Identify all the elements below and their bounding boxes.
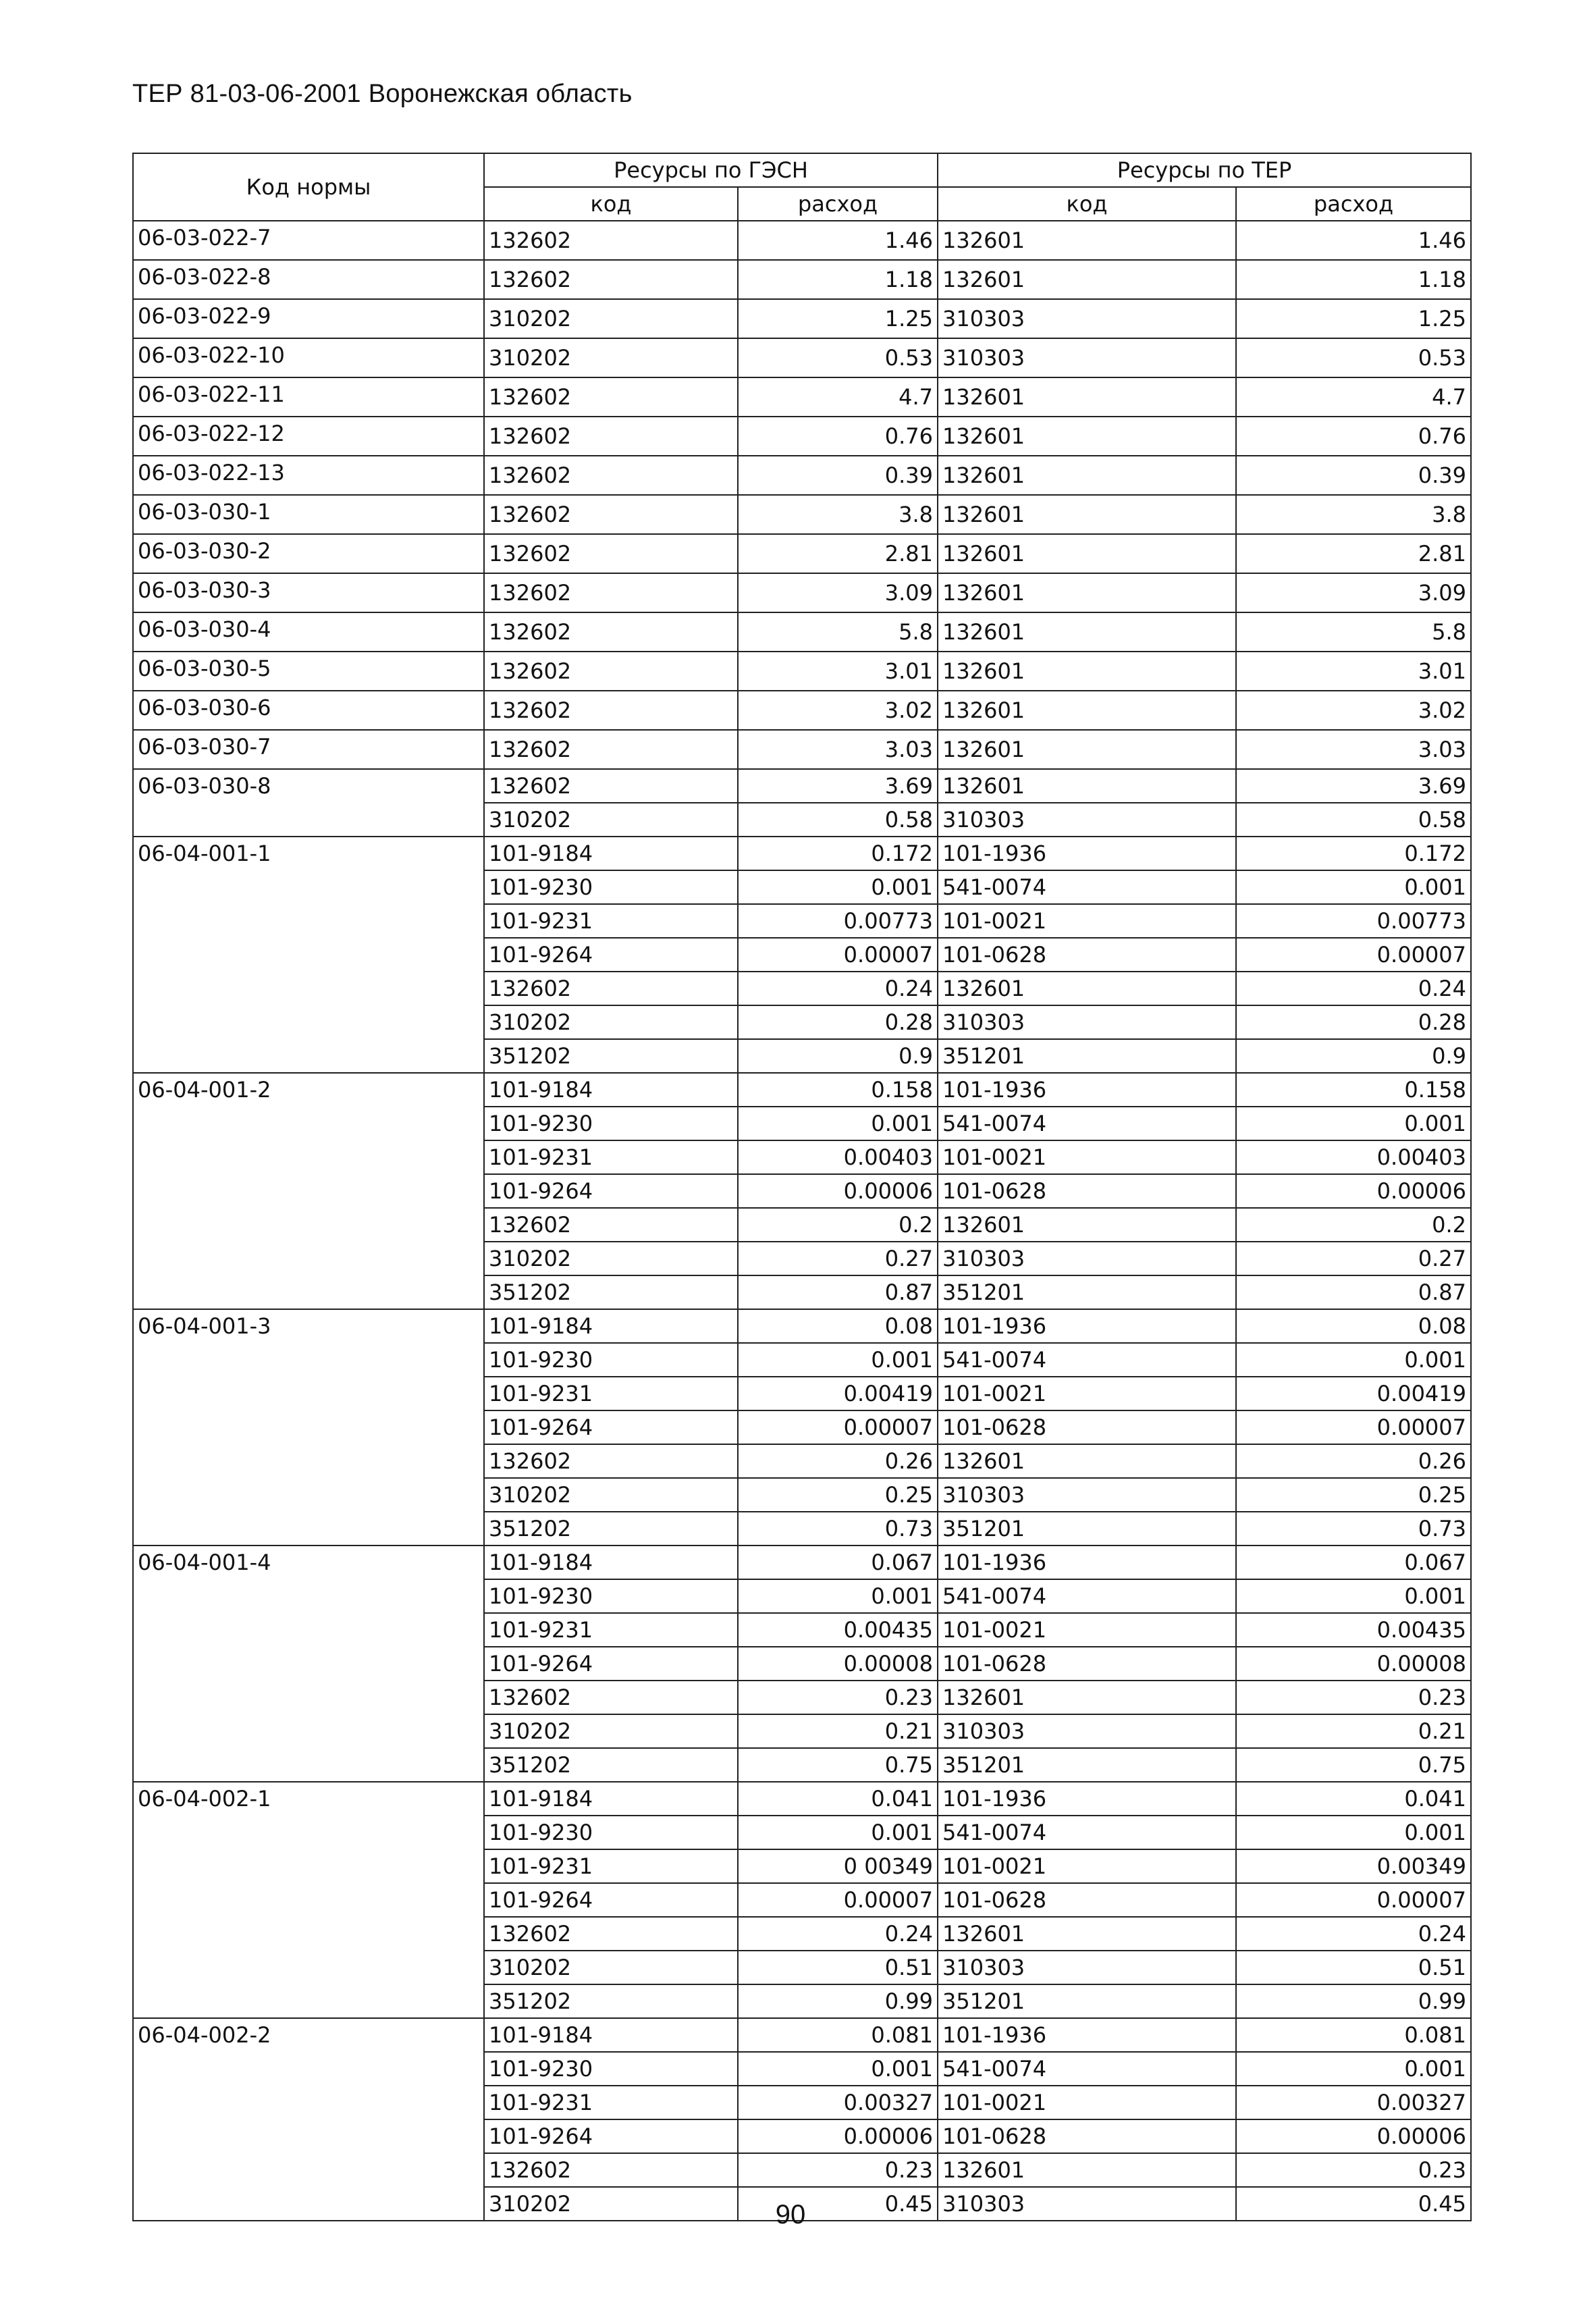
table-row bbox=[133, 769, 1471, 803]
ter-code-cell: 101-0628 bbox=[938, 1174, 1236, 1208]
norm-code-cell: 06-03-022-12 bbox=[133, 417, 484, 456]
gesn-consumption-cell: 3.02 bbox=[738, 691, 938, 730]
gesn-consumption-cell: 4.7 bbox=[738, 377, 938, 417]
gesn-code-cell: 101-9184 bbox=[484, 2018, 738, 2052]
table-row bbox=[133, 691, 1471, 730]
table-row bbox=[133, 534, 1471, 573]
gesn-code-cell: 310202 bbox=[484, 2187, 738, 2221]
ter-code-cell: 132601 bbox=[938, 972, 1236, 1005]
gesn-code-cell: 101-9231 bbox=[484, 2086, 738, 2119]
gesn-code-cell: 101-9264 bbox=[484, 1883, 738, 1917]
ter-consumption-cell: 0.76 bbox=[1236, 417, 1471, 456]
ter-consumption-cell: 1.18 bbox=[1236, 260, 1471, 299]
ter-consumption-cell: 0.45 bbox=[1236, 2187, 1471, 2221]
ter-code-cell: 132601 bbox=[938, 730, 1236, 769]
ter-consumption-cell: 0.2 bbox=[1236, 1208, 1471, 1242]
ter-code-cell: 132601 bbox=[938, 691, 1236, 730]
gesn-consumption-cell: 1.25 bbox=[738, 299, 938, 338]
ter-consumption-cell: 0.27 bbox=[1236, 1242, 1471, 1275]
ter-consumption-cell: 0.00007 bbox=[1236, 1410, 1471, 1444]
ter-code-cell: 132601 bbox=[938, 1681, 1236, 1714]
gesn-code-cell: 132602 bbox=[484, 612, 738, 652]
gesn-consumption-cell: 3.69 bbox=[738, 769, 938, 803]
gesn-consumption-cell: 0.58 bbox=[738, 803, 938, 837]
ter-code-cell: 541-0074 bbox=[938, 1107, 1236, 1140]
norm-code-cell: 06-03-030-4 bbox=[133, 612, 484, 652]
gesn-code-cell: 310202 bbox=[484, 1951, 738, 1984]
ter-code-cell: 132601 bbox=[938, 534, 1236, 573]
norm-code-cell: 06-03-030-1 bbox=[133, 495, 484, 534]
ter-consumption-cell: 0.25 bbox=[1236, 1478, 1471, 1512]
ter-code-cell: 132601 bbox=[938, 221, 1236, 260]
ter-code-cell: 310303 bbox=[938, 2187, 1236, 2221]
ter-consumption-cell: 0.041 bbox=[1236, 1782, 1471, 1816]
ter-code-cell: 132601 bbox=[938, 260, 1236, 299]
gesn-consumption-cell: 0.00006 bbox=[738, 1174, 938, 1208]
gesn-consumption-cell: 0.39 bbox=[738, 456, 938, 495]
gesn-consumption-cell: 0.00007 bbox=[738, 1410, 938, 1444]
gesn-code-cell: 132602 bbox=[484, 1917, 738, 1951]
ter-consumption-cell: 0.00349 bbox=[1236, 1849, 1471, 1883]
gesn-consumption-cell: 2.81 bbox=[738, 534, 938, 573]
gesn-consumption-cell: 0.9 bbox=[738, 1039, 938, 1073]
ter-code-cell: 351201 bbox=[938, 1748, 1236, 1782]
ter-code-cell: 101-1936 bbox=[938, 1546, 1236, 1579]
gesn-code-cell: 132602 bbox=[484, 260, 738, 299]
gesn-consumption-cell: 0.081 bbox=[738, 2018, 938, 2052]
ter-consumption-cell: 1.46 bbox=[1236, 221, 1471, 260]
gesn-code-cell: 132602 bbox=[484, 417, 738, 456]
ter-code-cell: 541-0074 bbox=[938, 870, 1236, 904]
table-row bbox=[133, 2018, 1471, 2052]
ter-consumption-cell: 0.28 bbox=[1236, 1005, 1471, 1039]
ter-consumption-cell: 0.51 bbox=[1236, 1951, 1471, 1984]
ter-code-cell: 132601 bbox=[938, 769, 1236, 803]
ter-consumption-cell: 0.08 bbox=[1236, 1309, 1471, 1343]
gesn-consumption-cell: 0.24 bbox=[738, 972, 938, 1005]
ter-consumption-cell: 3.09 bbox=[1236, 573, 1471, 612]
gesn-consumption-cell: 0.23 bbox=[738, 2153, 938, 2187]
gesn-code-cell: 310202 bbox=[484, 1478, 738, 1512]
gesn-code-cell: 101-9231 bbox=[484, 904, 738, 938]
gesn-code-cell: 351202 bbox=[484, 1512, 738, 1546]
ter-code-cell: 132601 bbox=[938, 1208, 1236, 1242]
norm-code-cell: 06-03-030-7 bbox=[133, 730, 484, 769]
gesn-code-cell: 310202 bbox=[484, 1005, 738, 1039]
ter-code-cell: 310303 bbox=[938, 299, 1236, 338]
ter-code-cell: 101-0021 bbox=[938, 904, 1236, 938]
gesn-consumption-cell: 0.067 bbox=[738, 1546, 938, 1579]
gesn-consumption-cell: 0.001 bbox=[738, 1343, 938, 1377]
gesn-consumption-cell: 0.001 bbox=[738, 1816, 938, 1849]
gesn-consumption-cell: 0.27 bbox=[738, 1242, 938, 1275]
header-ter-consumption: расход bbox=[1236, 187, 1471, 221]
gesn-code-cell: 310202 bbox=[484, 803, 738, 837]
ter-consumption-cell: 0.00006 bbox=[1236, 2119, 1471, 2153]
gesn-code-cell: 132602 bbox=[484, 221, 738, 260]
norm-code-cell: 06-03-030-3 bbox=[133, 573, 484, 612]
norm-code-cell: 06-03-022-9 bbox=[133, 299, 484, 338]
ter-code-cell: 101-0021 bbox=[938, 1377, 1236, 1410]
gesn-code-cell: 351202 bbox=[484, 1984, 738, 2018]
gesn-consumption-cell: 0.00403 bbox=[738, 1140, 938, 1174]
ter-code-cell: 101-1936 bbox=[938, 1782, 1236, 1816]
gesn-consumption-cell: 0.00008 bbox=[738, 1647, 938, 1681]
ter-consumption-cell: 0.001 bbox=[1236, 1579, 1471, 1613]
ter-consumption-cell: 0.158 bbox=[1236, 1073, 1471, 1107]
ter-code-cell: 132601 bbox=[938, 573, 1236, 612]
table-row bbox=[133, 299, 1471, 338]
ter-consumption-cell: 0.00008 bbox=[1236, 1647, 1471, 1681]
gesn-code-cell: 101-9184 bbox=[484, 1782, 738, 1816]
table-row bbox=[133, 495, 1471, 534]
gesn-code-cell: 132602 bbox=[484, 691, 738, 730]
ter-consumption-cell: 3.01 bbox=[1236, 652, 1471, 691]
gesn-code-cell: 101-9230 bbox=[484, 2052, 738, 2086]
ter-code-cell: 310303 bbox=[938, 1714, 1236, 1748]
gesn-code-cell: 101-9264 bbox=[484, 938, 738, 972]
ter-consumption-cell: 0.067 bbox=[1236, 1546, 1471, 1579]
ter-code-cell: 101-0628 bbox=[938, 2119, 1236, 2153]
gesn-code-cell: 101-9230 bbox=[484, 1579, 738, 1613]
ter-code-cell: 132601 bbox=[938, 612, 1236, 652]
gesn-code-cell: 101-9231 bbox=[484, 1849, 738, 1883]
ter-consumption-cell: 0.00007 bbox=[1236, 1883, 1471, 1917]
gesn-code-cell: 101-9230 bbox=[484, 1107, 738, 1140]
ter-code-cell: 351201 bbox=[938, 1275, 1236, 1309]
gesn-code-cell: 101-9184 bbox=[484, 837, 738, 870]
ter-consumption-cell: 0.081 bbox=[1236, 2018, 1471, 2052]
ter-code-cell: 310303 bbox=[938, 1242, 1236, 1275]
ter-code-cell: 101-0628 bbox=[938, 1883, 1236, 1917]
norm-code-cell: 06-03-022-11 bbox=[133, 377, 484, 417]
header-gesn-code: код bbox=[484, 187, 738, 221]
ter-consumption-cell: 0.73 bbox=[1236, 1512, 1471, 1546]
gesn-consumption-cell: 3.03 bbox=[738, 730, 938, 769]
gesn-code-cell: 132602 bbox=[484, 769, 738, 803]
gesn-code-cell: 310202 bbox=[484, 1242, 738, 1275]
gesn-code-cell: 101-9184 bbox=[484, 1073, 738, 1107]
gesn-consumption-cell: 0.08 bbox=[738, 1309, 938, 1343]
table-row bbox=[133, 730, 1471, 769]
gesn-consumption-cell: 0.00773 bbox=[738, 904, 938, 938]
ter-code-cell: 310303 bbox=[938, 338, 1236, 377]
ter-code-cell: 101-0628 bbox=[938, 1410, 1236, 1444]
gesn-consumption-cell: 0.87 bbox=[738, 1275, 938, 1309]
header-ter-code: код bbox=[938, 187, 1236, 221]
gesn-consumption-cell: 3.09 bbox=[738, 573, 938, 612]
gesn-consumption-cell: 0.26 bbox=[738, 1444, 938, 1478]
ter-code-cell: 310303 bbox=[938, 1478, 1236, 1512]
header-gesn-consumption: расход bbox=[738, 187, 938, 221]
document-header: ТЕР 81-03-06-2001 Воронежская область bbox=[132, 80, 633, 108]
norm-code-cell: 06-04-001-3 bbox=[133, 1309, 484, 1546]
gesn-consumption-cell: 0.75 bbox=[738, 1748, 938, 1782]
gesn-consumption-cell: 0.21 bbox=[738, 1714, 938, 1748]
gesn-code-cell: 132602 bbox=[484, 573, 738, 612]
norm-code-cell: 06-03-030-5 bbox=[133, 652, 484, 691]
gesn-code-cell: 101-9231 bbox=[484, 1613, 738, 1647]
gesn-consumption-cell: 0.041 bbox=[738, 1782, 938, 1816]
gesn-consumption-cell: 0.23 bbox=[738, 1681, 938, 1714]
ter-code-cell: 101-0021 bbox=[938, 1140, 1236, 1174]
gesn-code-cell: 101-9231 bbox=[484, 1140, 738, 1174]
gesn-consumption-cell: 0.51 bbox=[738, 1951, 938, 1984]
ter-code-cell: 101-1936 bbox=[938, 1309, 1236, 1343]
header-gesn-resources: Ресурсы по ГЭСН bbox=[484, 153, 938, 187]
gesn-code-cell: 351202 bbox=[484, 1275, 738, 1309]
ter-consumption-cell: 0.58 bbox=[1236, 803, 1471, 837]
ter-code-cell: 101-0628 bbox=[938, 1647, 1236, 1681]
gesn-code-cell: 351202 bbox=[484, 1039, 738, 1073]
gesn-code-cell: 310202 bbox=[484, 299, 738, 338]
table-row bbox=[133, 573, 1471, 612]
ter-consumption-cell: 0.00006 bbox=[1236, 1174, 1471, 1208]
gesn-consumption-cell: 1.46 bbox=[738, 221, 938, 260]
ter-consumption-cell: 0.001 bbox=[1236, 870, 1471, 904]
gesn-code-cell: 101-9230 bbox=[484, 1343, 738, 1377]
ter-code-cell: 132601 bbox=[938, 417, 1236, 456]
ter-consumption-cell: 5.8 bbox=[1236, 612, 1471, 652]
gesn-consumption-cell: 0.172 bbox=[738, 837, 938, 870]
gesn-consumption-cell: 0.28 bbox=[738, 1005, 938, 1039]
gesn-code-cell: 132602 bbox=[484, 495, 738, 534]
ter-code-cell: 351201 bbox=[938, 1984, 1236, 2018]
gesn-consumption-cell: 0.2 bbox=[738, 1208, 938, 1242]
gesn-consumption-cell: 0.45 bbox=[738, 2187, 938, 2221]
ter-code-cell: 541-0074 bbox=[938, 1579, 1236, 1613]
ter-code-cell: 101-1936 bbox=[938, 837, 1236, 870]
gesn-consumption-cell: 0.00006 bbox=[738, 2119, 938, 2153]
ter-code-cell: 101-1936 bbox=[938, 1073, 1236, 1107]
gesn-consumption-cell: 1.18 bbox=[738, 260, 938, 299]
ter-consumption-cell: 0.39 bbox=[1236, 456, 1471, 495]
gesn-code-cell: 101-9184 bbox=[484, 1546, 738, 1579]
norm-code-cell: 06-03-022-8 bbox=[133, 260, 484, 299]
table-row bbox=[133, 1073, 1471, 1107]
table-row bbox=[133, 612, 1471, 652]
gesn-code-cell: 101-9231 bbox=[484, 1377, 738, 1410]
norm-code-cell: 06-03-030-8 bbox=[133, 769, 484, 837]
ter-consumption-cell: 0.23 bbox=[1236, 2153, 1471, 2187]
table-row bbox=[133, 221, 1471, 260]
ter-code-cell: 132601 bbox=[938, 495, 1236, 534]
gesn-consumption-cell: 3.01 bbox=[738, 652, 938, 691]
norm-code-cell: 06-04-001-1 bbox=[133, 837, 484, 1073]
ter-consumption-cell: 0.53 bbox=[1236, 338, 1471, 377]
ter-consumption-cell: 0.26 bbox=[1236, 1444, 1471, 1478]
ter-consumption-cell: 3.8 bbox=[1236, 495, 1471, 534]
gesn-code-cell: 132602 bbox=[484, 972, 738, 1005]
table-row bbox=[133, 1782, 1471, 1816]
gesn-code-cell: 351202 bbox=[484, 1748, 738, 1782]
header-norm-code: Код нормы bbox=[133, 153, 484, 221]
gesn-consumption-cell: 0.00007 bbox=[738, 1883, 938, 1917]
ter-consumption-cell: 4.7 bbox=[1236, 377, 1471, 417]
ter-consumption-cell: 0.001 bbox=[1236, 1107, 1471, 1140]
ter-code-cell: 541-0074 bbox=[938, 1343, 1236, 1377]
gesn-consumption-cell: 0.53 bbox=[738, 338, 938, 377]
gesn-code-cell: 132602 bbox=[484, 652, 738, 691]
gesn-consumption-cell: 0.001 bbox=[738, 870, 938, 904]
norm-code-cell: 06-03-030-6 bbox=[133, 691, 484, 730]
gesn-code-cell: 310202 bbox=[484, 338, 738, 377]
gesn-code-cell: 101-9264 bbox=[484, 1647, 738, 1681]
gesn-consumption-cell: 0.00007 bbox=[738, 938, 938, 972]
gesn-code-cell: 132602 bbox=[484, 2153, 738, 2187]
ter-code-cell: 541-0074 bbox=[938, 1816, 1236, 1849]
table-row bbox=[133, 377, 1471, 417]
ter-code-cell: 101-0628 bbox=[938, 938, 1236, 972]
ter-consumption-cell: 0.24 bbox=[1236, 1917, 1471, 1951]
ter-code-cell: 310303 bbox=[938, 803, 1236, 837]
gesn-consumption-cell: 0.001 bbox=[738, 1579, 938, 1613]
page-number: 90 bbox=[775, 2200, 806, 2229]
gesn-code-cell: 132602 bbox=[484, 377, 738, 417]
gesn-code-cell: 101-9230 bbox=[484, 870, 738, 904]
ter-consumption-cell: 1.25 bbox=[1236, 299, 1471, 338]
header-ter-resources: Ресурсы по ТЕР bbox=[938, 153, 1471, 187]
ter-code-cell: 541-0074 bbox=[938, 2052, 1236, 2086]
ter-code-cell: 310303 bbox=[938, 1005, 1236, 1039]
norm-code-cell: 06-03-022-13 bbox=[133, 456, 484, 495]
gesn-code-cell: 101-9230 bbox=[484, 1816, 738, 1849]
norm-code-cell: 06-03-030-2 bbox=[133, 534, 484, 573]
gesn-code-cell: 132602 bbox=[484, 534, 738, 573]
ter-consumption-cell: 0.24 bbox=[1236, 972, 1471, 1005]
gesn-consumption-cell: 0.158 bbox=[738, 1073, 938, 1107]
ter-consumption-cell: 0.00435 bbox=[1236, 1613, 1471, 1647]
norm-code-cell: 06-03-022-7 bbox=[133, 221, 484, 260]
ter-consumption-cell: 0.001 bbox=[1236, 1343, 1471, 1377]
ter-code-cell: 132601 bbox=[938, 377, 1236, 417]
ter-code-cell: 132601 bbox=[938, 456, 1236, 495]
ter-consumption-cell: 0.9 bbox=[1236, 1039, 1471, 1073]
norm-code-cell: 06-03-022-10 bbox=[133, 338, 484, 377]
gesn-consumption-cell: 0.00419 bbox=[738, 1377, 938, 1410]
gesn-code-cell: 132602 bbox=[484, 456, 738, 495]
ter-consumption-cell: 0.23 bbox=[1236, 1681, 1471, 1714]
ter-code-cell: 101-0021 bbox=[938, 1613, 1236, 1647]
ter-consumption-cell: 3.03 bbox=[1236, 730, 1471, 769]
ter-code-cell: 132601 bbox=[938, 1444, 1236, 1478]
table-row bbox=[133, 1309, 1471, 1343]
ter-consumption-cell: 0.001 bbox=[1236, 1816, 1471, 1849]
gesn-consumption-cell: 0.00327 bbox=[738, 2086, 938, 2119]
gesn-consumption-cell: 5.8 bbox=[738, 612, 938, 652]
table-row bbox=[133, 837, 1471, 870]
norm-code-cell: 06-04-001-4 bbox=[133, 1546, 484, 1782]
ter-code-cell: 132601 bbox=[938, 1917, 1236, 1951]
ter-consumption-cell: 3.02 bbox=[1236, 691, 1471, 730]
gesn-code-cell: 132602 bbox=[484, 1208, 738, 1242]
gesn-consumption-cell: 0.99 bbox=[738, 1984, 938, 2018]
table-row bbox=[133, 338, 1471, 377]
gesn-code-cell: 101-9184 bbox=[484, 1309, 738, 1343]
ter-consumption-cell: 0.00403 bbox=[1236, 1140, 1471, 1174]
gesn-code-cell: 101-9264 bbox=[484, 1174, 738, 1208]
table-row bbox=[133, 417, 1471, 456]
ter-consumption-cell: 0.172 bbox=[1236, 837, 1471, 870]
ter-code-cell: 101-1936 bbox=[938, 2018, 1236, 2052]
ter-code-cell: 101-0021 bbox=[938, 2086, 1236, 2119]
gesn-consumption-cell: 0.001 bbox=[738, 1107, 938, 1140]
gesn-consumption-cell: 0.00435 bbox=[738, 1613, 938, 1647]
ter-consumption-cell: 0.00773 bbox=[1236, 904, 1471, 938]
ter-consumption-cell: 0.87 bbox=[1236, 1275, 1471, 1309]
gesn-consumption-cell: 3.8 bbox=[738, 495, 938, 534]
ter-code-cell: 351201 bbox=[938, 1512, 1236, 1546]
ter-consumption-cell: 0.21 bbox=[1236, 1714, 1471, 1748]
gesn-consumption-cell: 0 00349 bbox=[738, 1849, 938, 1883]
gesn-consumption-cell: 0.73 bbox=[738, 1512, 938, 1546]
table-row bbox=[133, 456, 1471, 495]
norm-code-cell: 06-04-001-2 bbox=[133, 1073, 484, 1309]
table-row bbox=[133, 652, 1471, 691]
gesn-code-cell: 132602 bbox=[484, 1681, 738, 1714]
ter-code-cell: 132601 bbox=[938, 652, 1236, 691]
ter-code-cell: 132601 bbox=[938, 2153, 1236, 2187]
gesn-consumption-cell: 0.24 bbox=[738, 1917, 938, 1951]
table-row bbox=[133, 260, 1471, 299]
ter-consumption-cell: 0.001 bbox=[1236, 2052, 1471, 2086]
gesn-code-cell: 101-9264 bbox=[484, 1410, 738, 1444]
gesn-code-cell: 132602 bbox=[484, 730, 738, 769]
ter-consumption-cell: 0.00007 bbox=[1236, 938, 1471, 972]
ter-code-cell: 101-0021 bbox=[938, 1849, 1236, 1883]
ter-consumption-cell: 0.75 bbox=[1236, 1748, 1471, 1782]
table-header bbox=[133, 153, 1471, 221]
ter-consumption-cell: 2.81 bbox=[1236, 534, 1471, 573]
ter-consumption-cell: 3.69 bbox=[1236, 769, 1471, 803]
ter-code-cell: 310303 bbox=[938, 1951, 1236, 1984]
table-row bbox=[133, 1546, 1471, 1579]
gesn-code-cell: 310202 bbox=[484, 1714, 738, 1748]
ter-consumption-cell: 0.99 bbox=[1236, 1984, 1471, 2018]
ter-consumption-cell: 0.00419 bbox=[1236, 1377, 1471, 1410]
ter-code-cell: 351201 bbox=[938, 1039, 1236, 1073]
gesn-consumption-cell: 0.001 bbox=[738, 2052, 938, 2086]
gesn-consumption-cell: 0.76 bbox=[738, 417, 938, 456]
norm-code-cell: 06-04-002-1 bbox=[133, 1782, 484, 2018]
gesn-code-cell: 101-9264 bbox=[484, 2119, 738, 2153]
gesn-consumption-cell: 0.25 bbox=[738, 1478, 938, 1512]
resources-table bbox=[132, 153, 1472, 2221]
table-body bbox=[133, 221, 1471, 2221]
gesn-code-cell: 132602 bbox=[484, 1444, 738, 1478]
norm-code-cell: 06-04-002-2 bbox=[133, 2018, 484, 2221]
ter-consumption-cell: 0.00327 bbox=[1236, 2086, 1471, 2119]
